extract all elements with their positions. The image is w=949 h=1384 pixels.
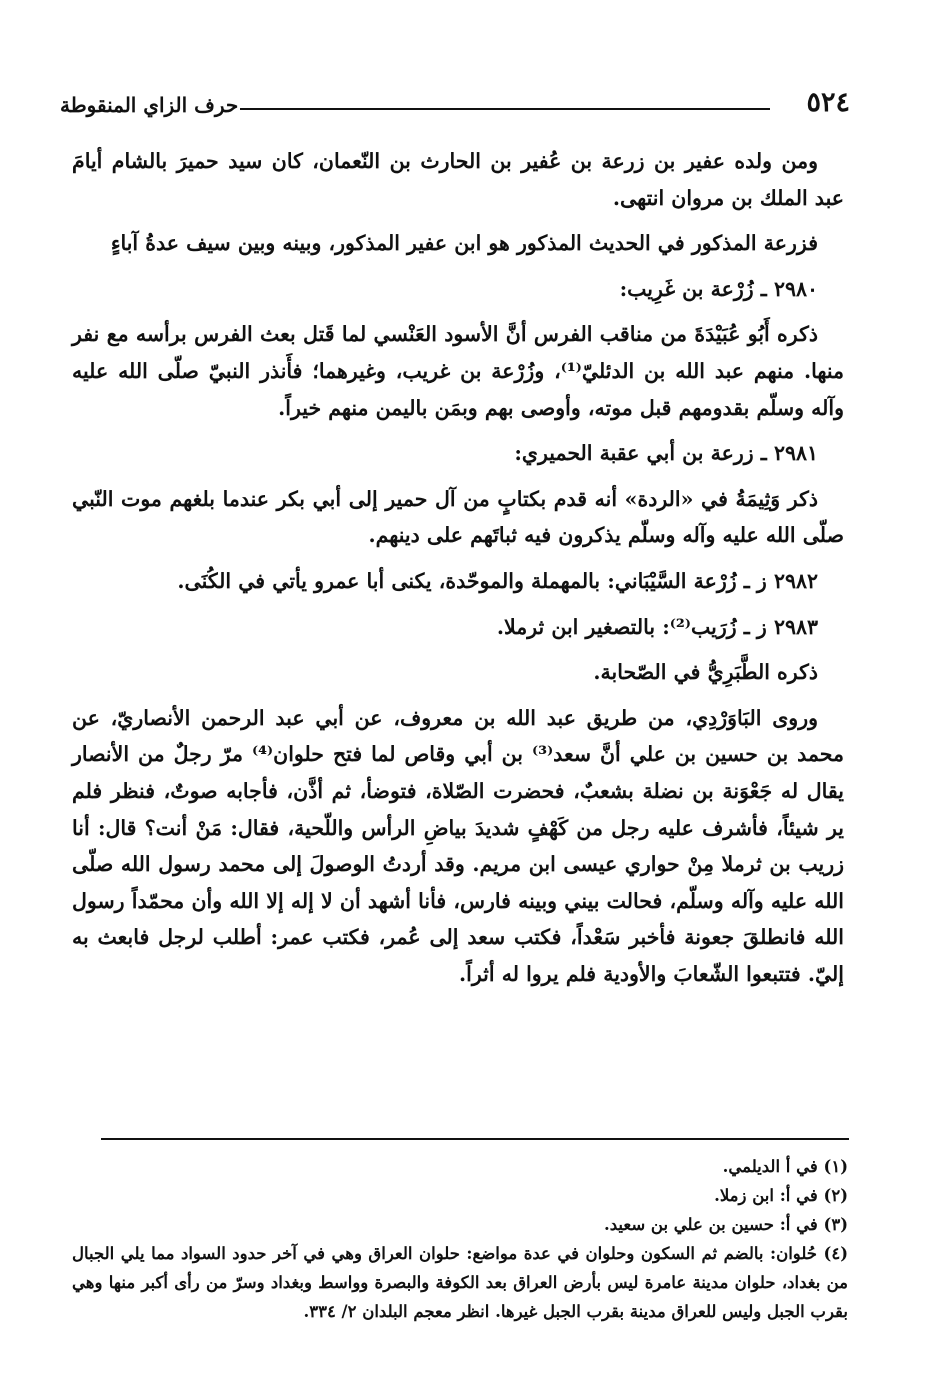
entry-2983 xyxy=(72,609,844,646)
paragraph: فزرعة المذكور في الحديث المذكور هو ابن عفير المذكور، وبينه وبين سيف عدةُ آباءٍ xyxy=(110,231,818,256)
entry-name: زُرْعة السَّيْبَاني: xyxy=(607,568,737,593)
entry-number: ٢٩٨٣ ز ـ xyxy=(743,614,818,639)
paragraph: ومن ولده عفير بن زرعة بن عُفير بن الحارث بن النّعمان، كان سيد حميرَ بالشام أيامَ عبد الملك بن مروان انتهى. xyxy=(72,149,844,210)
footnote: (٤) حُلوان: بالضم ثم السكون وحلوان في عدة مواضع: حلوان العراق وهي في آخر حدود السواد مما يلي الجبال من بغداد، حلوان مدينة عامرة ليس بأرض العراق بعد الكوفة والبصرة وواسط وبغداد وسرّ من رأى أكبر منها وهي بقرب الجبل وليس للعراق مدينة بقرب الجبل غيرها. انظر معجم البلدان ٢/ ٣٣٤. xyxy=(72,1244,848,1321)
footnote: (٢) في أ: ابن زملا. xyxy=(714,1186,848,1205)
page-number: ٥٢٤ xyxy=(806,87,850,118)
footnote: (٣) في أ: حسين بن علي بن سعيد. xyxy=(603,1215,848,1234)
entry-number: ٢٩٨٠ ـ xyxy=(760,276,818,301)
entry-number: ٢٩٨١ ـ xyxy=(760,441,818,466)
entry-name: زرعة بن أبي عقبة الحميري: xyxy=(514,441,754,466)
entry-2982 xyxy=(72,563,844,600)
entry-2981 xyxy=(72,435,844,472)
page-header xyxy=(60,86,850,122)
main-text xyxy=(72,143,844,992)
footnote-rule xyxy=(101,1138,849,1140)
footnote: (١) في أ الديلمي. xyxy=(722,1157,848,1176)
paragraph: ذكره الطَّبَرِيُّ في الصّحابة. xyxy=(593,660,818,685)
paragraph: ذكره أَبُو عُبَيْدَةَ من مناقب الفرس أنَّ الأسود العَنْسي لما قَتل بعث الفرس برأسه مع نفر منها. منهم عبد الله بن الدئليّ⁽¹⁾، وزُرْعة بن غريب، وغيرهما؛ فأَنذر النبيّ صلّى الله عليه وآله وسلّم بقدومهم قبل موته، وأوصى بهم وبمَن باليمن منهم خيراً. xyxy=(72,322,844,420)
paragraph: ذكر وَثِيمَةُ في «الردة» أنه قدم بكتابٍ من آل حمير إلى أبي بكر عندما بلغهم موت النّبي صلّى الله عليه وآله وسلّم يذكرون فيه ثباتَهم على دينهم. xyxy=(72,486,844,548)
running-title: حرف الزاي المنقوطة xyxy=(60,93,239,117)
header-rule xyxy=(240,108,770,110)
paragraph: وروى البَاوَرْدِي، من طريق عبد الله بن معروف، عن أبي عبد الرحمن الأنصاريّ، عن محمد بن حسين بن علي أنَّ سعد⁽³⁾ بن أبي وقاص لما فتح حلوان⁽⁴⁾ مرّ رجلٌ من الأنصار يقال له جَعْوَنة بن نضلة بشعبٌ، فحضرت الصّلاة، فتوضأ، ثم أذَّن، فأجابه صوتٌ، فنظر فلم ير شيئاً، فأشرف عليه رجل من كَهْفٍ شديدَ بياضِ الرأس واللّحية، فقال: مَنْ أنت؟ قال: أنا زريب بن ثرملا مِنْ حواري عيسى ابن مريم. وقد أردتُ الوصولَ إلى محمد رسول الله صلّى الله عليه وآله وسلّم، فحالت بيني وبينه فارس، فأنا أشهد أن لا إله إلا الله وأن محمّداً رسول الله فانطلقَ جعونة فأخبر سَعْداً، فكتب سعد إلى عُمر، فكتب عمر: أطلب لرجل فابعث به إليّ. فتتبعوا الشّعابَ والأودية فلم يروا له أثراً. xyxy=(72,705,844,986)
footnotes xyxy=(72,1152,848,1326)
entry-text: بالتصغير ابن ثرملا. xyxy=(496,614,656,639)
entry-number: ٢٩٨٢ ز ـ xyxy=(743,568,818,593)
entry-name: زُرَيب⁽²⁾: xyxy=(662,614,737,639)
entry-text: بالمهملة والموحّدة، يكنى أبا عمرو يأتي في الكُنَى. xyxy=(177,568,601,593)
entry-2980 xyxy=(72,271,844,308)
entry-name: زُرْعة بن غَرِيب: xyxy=(619,276,754,301)
